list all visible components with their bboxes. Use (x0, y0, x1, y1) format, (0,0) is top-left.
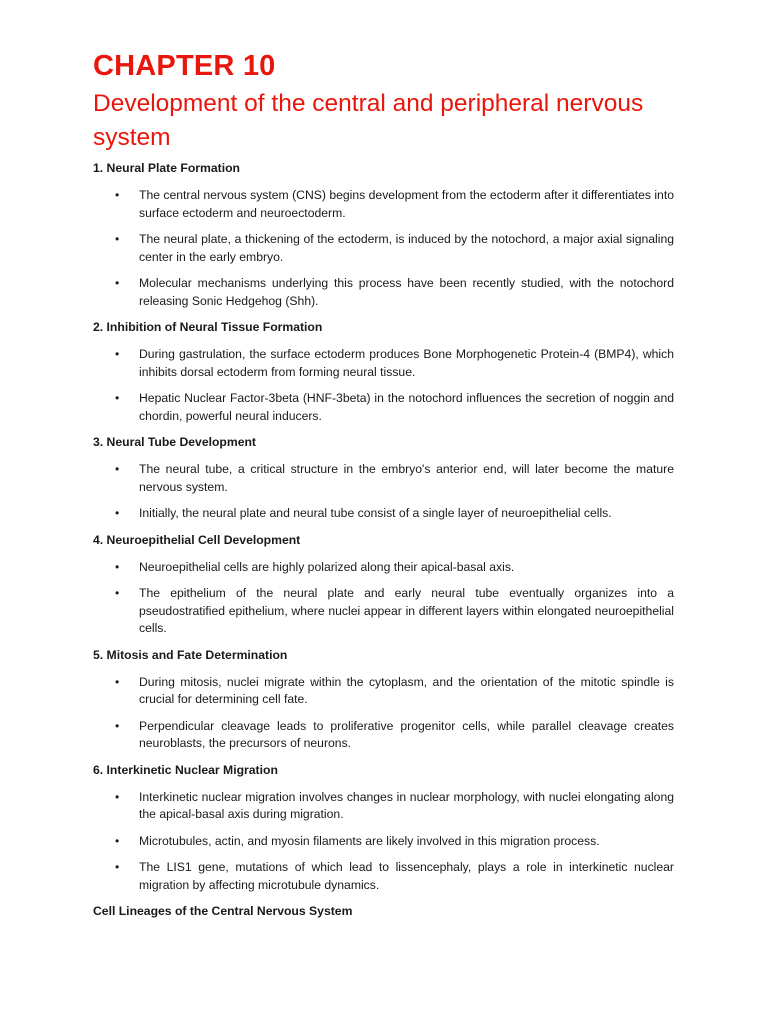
section-2 (93, 319, 674, 425)
bullet-icon: • (115, 833, 120, 848)
document-page (93, 48, 674, 920)
bullet-icon: • (115, 559, 120, 574)
bullet-list (93, 789, 674, 895)
section-heading: 4. Neuroepithelial Cell Development (93, 532, 301, 547)
bullet-text: During mitosis, nuclei migrate within the cytoplasm, and the orientation of the mitotic spindle is crucial for determining cell fate. (139, 674, 674, 706)
bullet-list (93, 187, 674, 310)
closing-section-heading: Cell Lineages of the Central Nervous System (93, 904, 353, 918)
bullet-item (93, 718, 674, 753)
bullet-text: Perpendicular cleavage leads to proliferative progenitor cells, while parallel cleavage creates neuroblasts, the precursors of neurons. (139, 718, 674, 750)
bullet-text: The neural tube, a critical structure in the embryo's anterior end, will later become the mature nervous system. (139, 462, 674, 494)
section-5 (93, 647, 674, 753)
bullet-icon: • (115, 188, 120, 202)
bullet-list (93, 674, 674, 753)
bullet-item (93, 585, 674, 638)
bullet-text: Initially, the neural plate and neural tube consist of a single layer of neuroepithelial cells. (139, 506, 612, 520)
bullet-text: Hepatic Nuclear Factor-3beta (HNF-3beta) in the notochord influences the secretion of noggin and chordin, powerful neural inducers. (139, 391, 674, 423)
section-6 (93, 762, 674, 895)
bullet-item (93, 559, 674, 577)
bullet-icon: • (115, 232, 120, 246)
bullet-icon: • (115, 674, 120, 689)
bullet-item (93, 461, 674, 496)
bullet-text: The LIS1 gene, mutations of which lead to lissencephaly, plays a role in interkinetic nuclear migration by affecting microtubule dynamics. (139, 860, 674, 892)
bullet-item (93, 789, 674, 824)
bullet-icon: • (115, 789, 120, 804)
sections-container (93, 160, 674, 894)
bullet-item (93, 187, 674, 222)
bullet-item (93, 674, 674, 709)
bullet-icon: • (115, 276, 120, 290)
bullet-text: Neuroepithelial cells are highly polarized along their apical-basal axis. (139, 559, 515, 574)
section-3 (93, 434, 674, 523)
bullet-item (93, 505, 674, 523)
bullet-icon: • (115, 391, 120, 405)
bullet-item (93, 275, 674, 310)
bullet-item (93, 859, 674, 894)
section-heading: 2. Inhibition of Neural Tissue Formation (93, 320, 323, 334)
bullet-icon: • (115, 586, 120, 600)
bullet-item (93, 833, 674, 851)
bullet-item (93, 346, 674, 381)
bullet-list (93, 461, 674, 523)
bullet-text: The neural plate, a thickening of the ectoderm, is induced by the notochord, a major axial signaling center in the early embryo. (139, 232, 674, 264)
section-4 (93, 532, 674, 638)
section-heading: 6. Interkinetic Nuclear Migration (93, 762, 278, 777)
section-1 (93, 160, 674, 310)
chapter-title: Development of the central and peripheral nervous system (93, 90, 644, 151)
bullet-text: The central nervous system (CNS) begins development from the ectoderm after it differentiates into surface ectoderm and neuroectoderm. (139, 188, 674, 220)
bullet-item (93, 390, 674, 425)
bullet-text: Microtubules, actin, and myosin filaments are likely involved in this migration process. (139, 833, 600, 848)
bullet-text: Interkinetic nuclear migration involves changes in nuclear morphology, with nuclei elongating along the apical-basal axis during migration. (139, 789, 674, 821)
bullet-item (93, 231, 674, 266)
chapter-label: CHAPTER 10 (93, 50, 276, 82)
bullet-list (93, 346, 674, 425)
bullet-icon: • (115, 462, 120, 476)
section-heading: 3. Neural Tube Development (93, 435, 256, 449)
section-heading: 5. Mitosis and Fate Determination (93, 647, 288, 662)
bullet-text: The epithelium of the neural plate and early neural tube eventually organizes into a pseudostratified epithelium, where nuclei appear in different layers within elongated neuroepithelial cells. (139, 586, 674, 635)
bullet-text: During gastrulation, the surface ectoderm produces Bone Morphogenetic Protein-4 (BMP4), which inhibits dorsal ectoderm from forming neural tissue. (139, 347, 674, 379)
section-heading: 1. Neural Plate Formation (93, 161, 240, 175)
bullet-icon: • (115, 718, 120, 733)
bullet-icon: • (115, 860, 120, 874)
bullet-list (93, 559, 674, 638)
bullet-text: Molecular mechanisms underlying this process have been recently studied, with the notochord releasing Sonic Hedgehog (Shh). (139, 276, 674, 308)
bullet-icon: • (115, 506, 120, 520)
bullet-icon: • (115, 347, 120, 361)
